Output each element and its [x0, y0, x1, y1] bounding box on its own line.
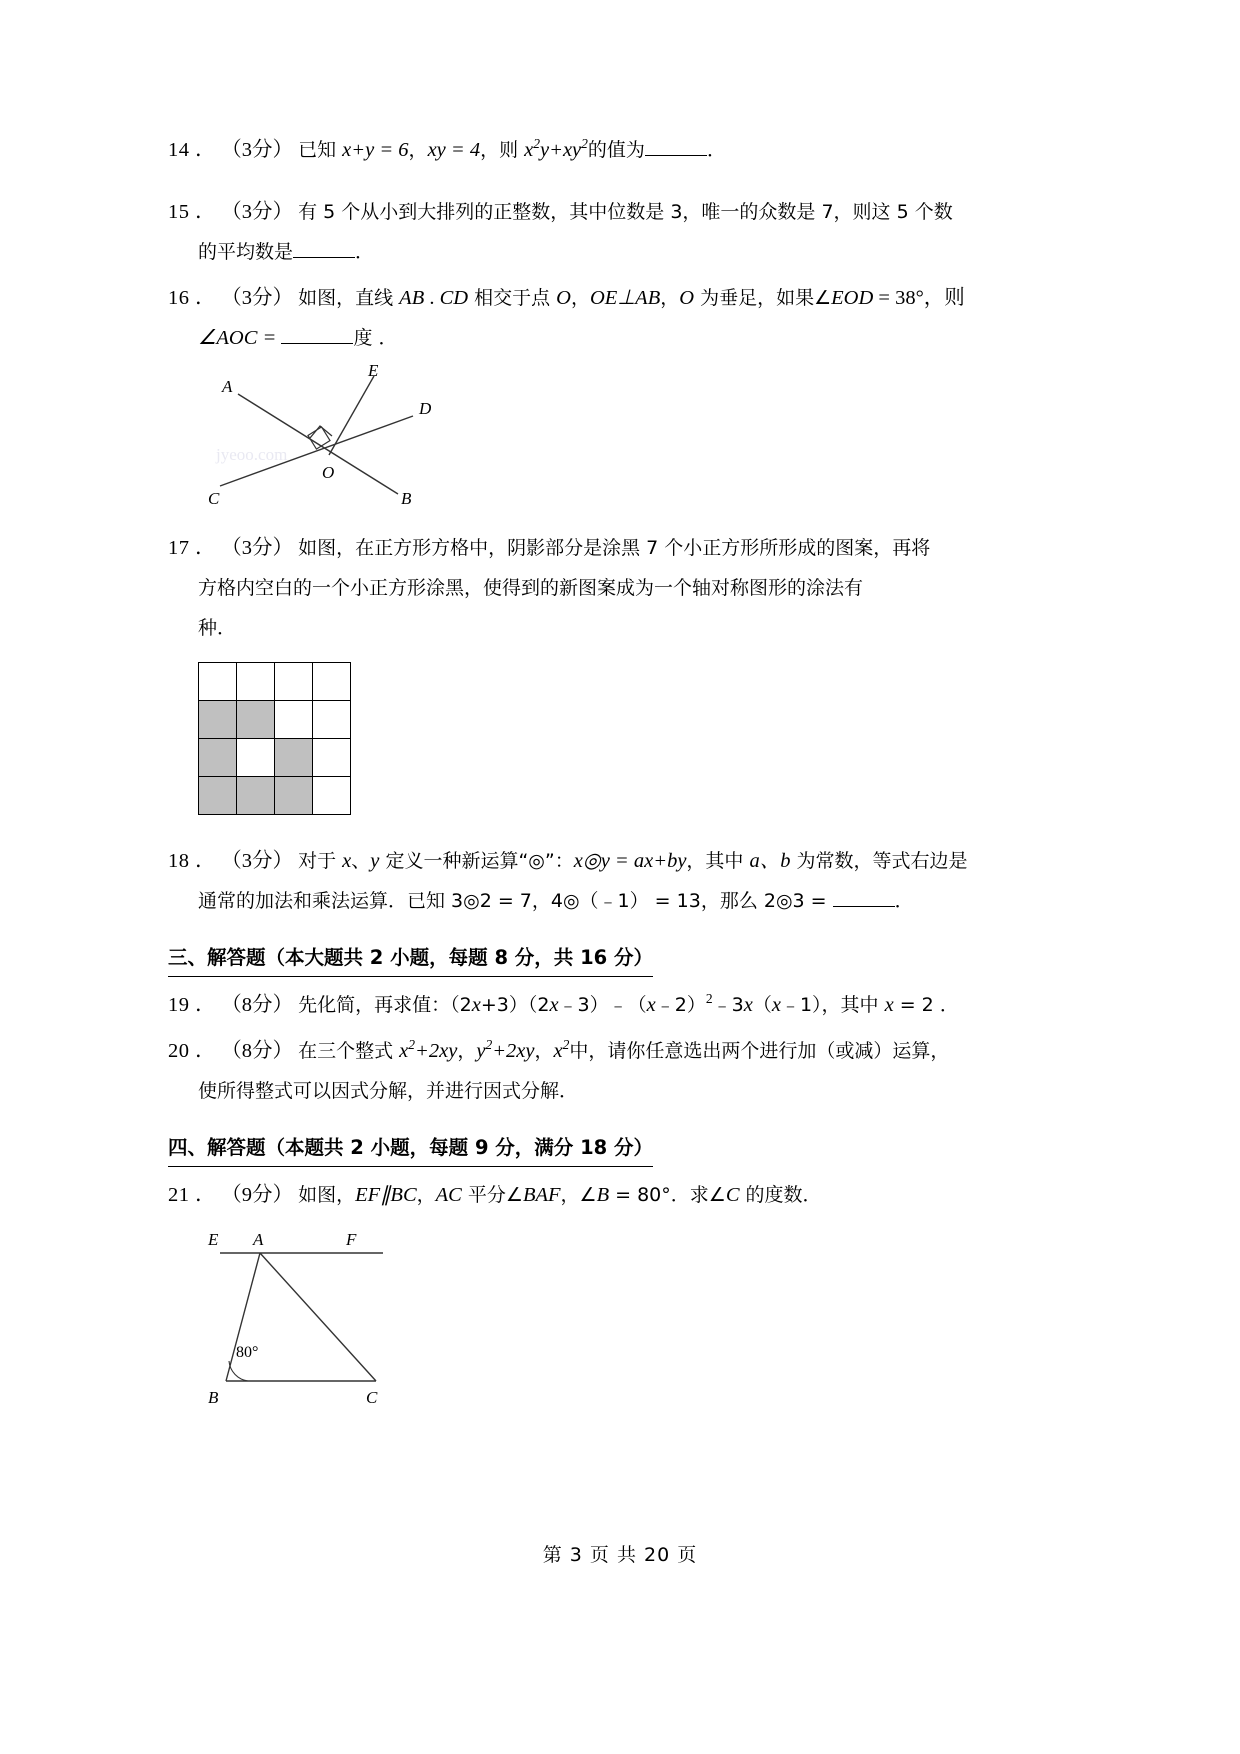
- question-18-line1a: 对于: [298, 850, 343, 872]
- section-four-heading: [168, 1131, 653, 1167]
- question-15-line2a: 的平均数是: [198, 241, 294, 263]
- question-21-figure: [198, 1221, 458, 1411]
- question-15-number: 15 ．: [168, 201, 217, 223]
- angle-label-80: 80°: [236, 1344, 259, 1361]
- question-16-CD: CD: [439, 287, 469, 309]
- question-18-line1b: 、: [351, 850, 371, 872]
- question-16-angle-aoc: ∠AOC =: [198, 327, 282, 349]
- question-21-C: C: [725, 1184, 740, 1206]
- question-16-line1d: ，: [660, 287, 680, 309]
- section-three-wrap: [168, 927, 968, 985]
- label-D: D: [419, 399, 432, 418]
- question-16-AB: AB: [399, 287, 425, 309]
- square-grid: [198, 662, 351, 815]
- question-20-sep1: ，: [457, 1040, 477, 1062]
- section-three-title: 三、解答题: [168, 946, 266, 969]
- question-16-EOD: EOD: [831, 287, 874, 309]
- segment-ac: [260, 1253, 376, 1381]
- page-footer: 第 3 页 共 20 页: [542, 1544, 698, 1566]
- question-17-number: 17 ．: [168, 537, 217, 559]
- question-19-line1h: = 2 ．: [893, 994, 959, 1016]
- label-B: B: [401, 489, 412, 508]
- question-21-BAF: BAF: [522, 1184, 561, 1206]
- question-15-answer-blank[interactable]: [293, 241, 355, 258]
- question-16-O: O: [556, 287, 571, 309]
- label-C: C: [366, 1388, 378, 1407]
- question-20-expr1-sup: 2: [408, 1037, 416, 1053]
- question-21-EF: EF∥BC: [355, 1184, 417, 1206]
- question-18-line1e: 为常数，等式右边是: [790, 850, 968, 872]
- question-16-O2: O: [679, 287, 695, 309]
- question-16-line1b: 相交于点: [468, 287, 557, 309]
- label-E: E: [368, 364, 379, 380]
- question-20-number: 20 ．: [168, 1040, 217, 1062]
- ray-oe: [329, 376, 374, 455]
- question-14-expr-sup1: 2: [533, 136, 541, 152]
- question-16: [168, 278, 968, 358]
- question-20: [168, 1031, 968, 1111]
- grid-cell[interactable]: [237, 663, 275, 701]
- question-18-points: （3分）: [221, 850, 293, 872]
- question-19-line1b: +3）（2: [480, 994, 550, 1016]
- question-16-line1a: 如图，直线: [298, 287, 400, 309]
- question-15: [168, 192, 968, 272]
- question-18-line2a: 通常的加法和乘法运算．已知 3◎2 = 7，4◎（﹣1） = 13，那么 2◎3 =: [198, 890, 833, 912]
- label-C: C: [208, 489, 220, 508]
- spacer-after-grid: [168, 825, 968, 841]
- question-18-line1d: ，其中: [686, 850, 750, 872]
- grid-row: [199, 701, 351, 739]
- question-21-B: B: [596, 1184, 610, 1206]
- question-18-number: 18 ．: [168, 850, 217, 872]
- question-20-expr2-tail: +2xy: [492, 1040, 535, 1062]
- question-14-lead: 已知: [298, 139, 343, 161]
- section-four-wrap: [168, 1117, 968, 1175]
- question-20-sep2: ，: [534, 1040, 554, 1062]
- page-content: [168, 130, 968, 1415]
- question-21-line1a: 如图，: [298, 1184, 356, 1206]
- grid-cell-shaded[interactable]: [275, 777, 313, 815]
- question-21-line1e: = 80°．求∠: [609, 1184, 726, 1206]
- question-16-answer-blank[interactable]: [281, 327, 353, 344]
- question-17-line3: 种．: [198, 617, 237, 639]
- grid-cell-shaded[interactable]: [237, 701, 275, 739]
- question-14-expr-base1: x: [524, 139, 534, 161]
- question-14-eq1: x+y = 6: [342, 139, 409, 161]
- question-19-x4: x: [743, 994, 753, 1016]
- question-15-line2b: ．: [355, 241, 375, 263]
- question-18: [168, 841, 968, 921]
- question-17-figure: [198, 662, 968, 815]
- question-15-line1: 有 5 个从小到大排列的正整数，其中位数是 3，唯一的众数是 7，则这 5 个数: [298, 201, 953, 223]
- grid-cell[interactable]: [313, 739, 351, 777]
- question-14-sep1: ，: [408, 139, 428, 161]
- question-19-x2: x: [549, 994, 559, 1016]
- question-14: [168, 130, 968, 170]
- grid-cell-shaded[interactable]: [199, 701, 237, 739]
- question-17-points: （3分）: [221, 537, 293, 559]
- question-20-expr2-base: y: [476, 1040, 486, 1062]
- question-21: [168, 1175, 968, 1215]
- grid-cell-shaded[interactable]: [199, 739, 237, 777]
- question-19-number: 19 ．: [168, 994, 217, 1016]
- question-19-line1a: 先化简，再求值：（2: [298, 994, 472, 1016]
- question-16-line1f: = 38°，则: [873, 287, 965, 309]
- grid-cell-shaded[interactable]: [199, 777, 237, 815]
- question-21-line1c: 平分∠: [461, 1184, 523, 1206]
- question-20-line1b: 中，请你任意选出两个进行加（或减）运算，: [569, 1040, 950, 1062]
- grid-cell-shaded[interactable]: [275, 739, 313, 777]
- question-19-line1d: ﹣2）: [655, 994, 706, 1016]
- question-19-x1: x: [471, 994, 481, 1016]
- label-O: O: [322, 463, 335, 482]
- question-19-x6: x: [884, 994, 894, 1016]
- question-14-expr-mid: y+xy: [540, 139, 582, 161]
- question-19-line1g: ﹣1），其中: [780, 994, 885, 1016]
- question-16-line1e: 为垂足，如果∠: [694, 287, 832, 309]
- grid-cell[interactable]: [275, 701, 313, 739]
- question-16-number: 16 ．: [168, 287, 217, 309]
- question-19-line1f: （: [752, 994, 772, 1016]
- question-19: [168, 985, 968, 1025]
- label-A: A: [253, 1230, 264, 1249]
- section-four-title: 四、解答题: [168, 1136, 266, 1159]
- label-A: A: [222, 377, 233, 396]
- question-21-points: （9分）: [221, 1184, 293, 1206]
- question-17-line2: 方格内空白的一个小正方形涂黑，使得到的新图案成为一个轴对称图形的涂法有: [198, 577, 864, 599]
- question-14-number: 14 ．: [168, 139, 217, 161]
- question-19-points: （8分）: [221, 994, 293, 1016]
- question-15-points: （3分）: [221, 201, 293, 223]
- question-17: [168, 528, 968, 648]
- grid-cell[interactable]: [313, 663, 351, 701]
- question-20-expr2-sup: 2: [485, 1037, 493, 1053]
- question-18-answer-blank[interactable]: [833, 890, 895, 907]
- question-14-eq2: xy = 4: [427, 139, 481, 161]
- question-20-expr1-tail: +2xy: [415, 1040, 458, 1062]
- question-19-line1e: ﹣3: [712, 994, 744, 1016]
- question-16-points: （3分）: [221, 287, 293, 309]
- intersecting-lines-diagram: [198, 364, 458, 524]
- question-19-exponent: 2: [705, 991, 713, 1007]
- angle-arc-b: [229, 1361, 248, 1381]
- triangle-diagram: [198, 1221, 458, 1411]
- question-21-line1d: ，∠: [560, 1184, 597, 1206]
- question-18-line1c: 定义一种新运算“◎”：: [379, 850, 574, 872]
- question-17-line1: 如图，在正方形方格中，阴影部分是涂黑 7 个小正方形所形成的图案，再将: [298, 537, 931, 559]
- question-19-x5: x: [771, 994, 781, 1016]
- question-20-line1a: 在三个整式: [298, 1040, 400, 1062]
- question-16-OE: OE⊥AB: [590, 287, 661, 309]
- grid-cell-shaded[interactable]: [237, 777, 275, 815]
- right-angle-square: [308, 427, 330, 449]
- question-21-line1f: 的度数．: [739, 1184, 822, 1206]
- section-three-detail: （本大题共 2 小题，每题 8 分，共 16 分）: [265, 946, 654, 969]
- section-four-detail: （本题共 2 小题，每题 9 分，满分 18 分）: [265, 1136, 654, 1159]
- label-E: E: [208, 1230, 219, 1249]
- grid-row: [199, 739, 351, 777]
- question-19-x3: x: [646, 994, 656, 1016]
- spacer-after-q14: [168, 176, 968, 192]
- grid-row: [199, 777, 351, 815]
- segment-ab: [226, 1253, 260, 1381]
- label-B: B: [208, 1388, 219, 1407]
- grid-cell[interactable]: [313, 701, 351, 739]
- question-18-y: y: [370, 850, 380, 872]
- question-18-definition: x◎y = ax+by: [573, 850, 687, 872]
- question-16-figure: [198, 364, 458, 524]
- question-14-sep2: ，则: [480, 139, 525, 161]
- question-18-constants: a、b: [749, 850, 791, 872]
- grid-cell[interactable]: [237, 739, 275, 777]
- question-21-AC: AC: [435, 1184, 462, 1206]
- question-18-x: x: [342, 850, 352, 872]
- section-three-heading: [168, 941, 653, 977]
- line-ab: [238, 394, 398, 494]
- label-F: F: [346, 1230, 357, 1249]
- question-20-points: （8分）: [221, 1040, 293, 1062]
- question-20-expr3-sup: 2: [562, 1037, 570, 1053]
- question-18-line2b: ．: [894, 890, 914, 912]
- question-14-tail: 的值为: [587, 139, 645, 161]
- grid-cell[interactable]: [275, 663, 313, 701]
- question-16-unit: 度 ．: [353, 327, 398, 349]
- question-19-line1c: ﹣3）﹣（: [558, 994, 647, 1016]
- question-20-line2: 使所得整式可以因式分解，并进行因式分解．: [198, 1080, 579, 1102]
- question-16-dot: .: [424, 287, 440, 309]
- question-14-answer-blank[interactable]: [645, 139, 707, 156]
- question-14-expr-sup2: 2: [581, 136, 588, 152]
- watermark: jyeoo.com: [216, 445, 288, 464]
- question-14-points: （3分）: [221, 139, 293, 161]
- grid-cell[interactable]: [313, 777, 351, 815]
- grid-cell[interactable]: [199, 663, 237, 701]
- question-16-line1c: ，: [570, 287, 590, 309]
- question-21-line1b: ，: [416, 1184, 436, 1206]
- question-20-expr3-base: x: [553, 1040, 563, 1062]
- grid-row: [199, 663, 351, 701]
- question-20-expr1-base: x: [399, 1040, 409, 1062]
- question-21-number: 21 ．: [168, 1184, 217, 1206]
- question-14-period: ．: [706, 139, 726, 161]
